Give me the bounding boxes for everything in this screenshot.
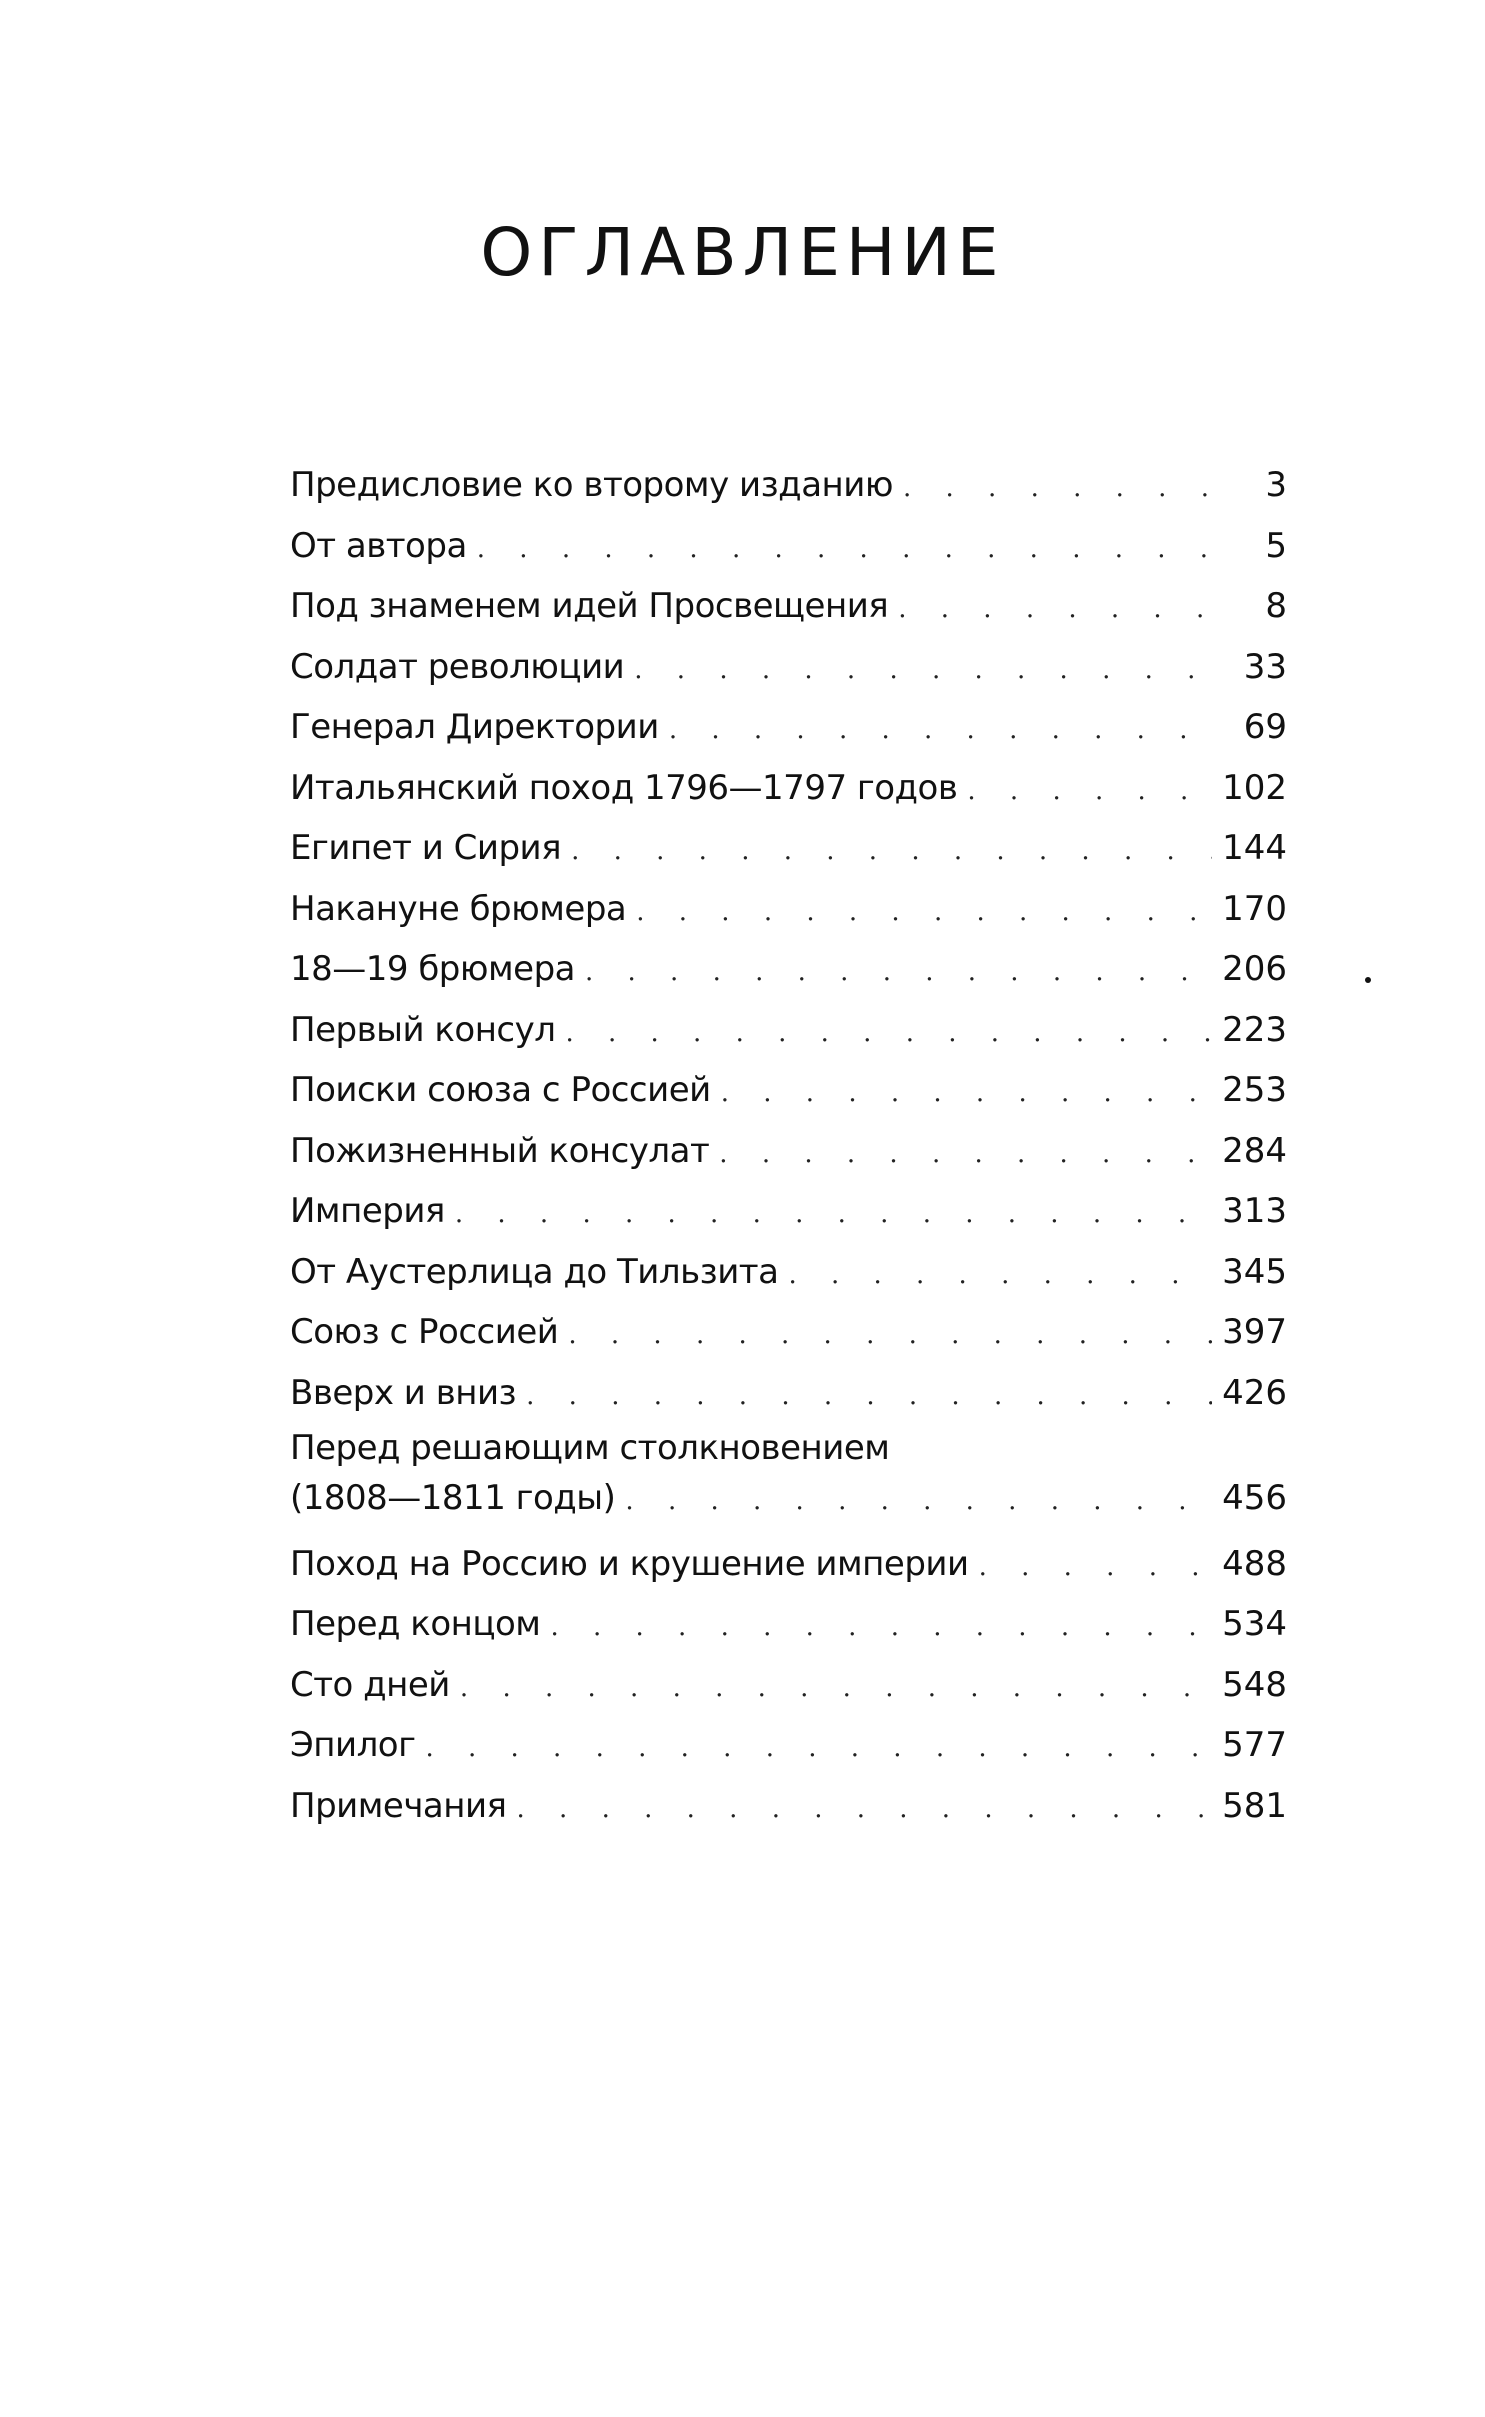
dot-leader <box>625 1476 1212 1526</box>
toc-entry-page: 253 <box>1222 1070 1287 1110</box>
dot-leader <box>477 519 1217 580</box>
dot-leader <box>585 942 1212 1003</box>
toc-entry-title: Поиски союза с Россией <box>290 1070 711 1110</box>
toc-entry-title: Поход на Россию и крушение империи <box>290 1543 969 1584</box>
dot-leader <box>903 458 1217 519</box>
table-of-contents <box>290 455 1287 1836</box>
dot-leader <box>636 882 1212 943</box>
toc-entry-page: 577 <box>1222 1725 1287 1765</box>
dot-leader <box>571 821 1212 882</box>
toc-entry-page: 144 <box>1222 828 1287 868</box>
dot-leader <box>460 1658 1212 1719</box>
toc-entry-title: Накануне брюмера <box>290 888 627 929</box>
toc-entry[interactable] <box>290 758 1287 819</box>
toc-entry[interactable] <box>290 1302 1287 1363</box>
toc-entry-title: Солдат революции <box>290 646 625 687</box>
toc-entry-page: 581 <box>1222 1785 1287 1826</box>
toc-entry[interactable] <box>290 455 1287 516</box>
toc-entry-title: От Аустерлица до Тильзита <box>290 1251 779 1292</box>
dot-leader <box>669 700 1217 761</box>
dot-leader <box>898 579 1217 640</box>
toc-entry-title: Союз с Россией <box>290 1312 559 1352</box>
toc-entry[interactable] <box>290 576 1287 637</box>
toc-entry-page: 534 <box>1222 1604 1287 1644</box>
dot-leader <box>517 1779 1213 1840</box>
toc-entry[interactable] <box>290 1121 1287 1182</box>
toc-entry[interactable] <box>290 818 1287 879</box>
dot-leader <box>967 761 1212 822</box>
toc-entry-page: 345 <box>1222 1251 1287 1292</box>
toc-entry-page: 102 <box>1222 767 1287 808</box>
toc-entry-title: Пожизненный консулат <box>290 1130 710 1171</box>
toc-entry-page: 284 <box>1222 1130 1287 1171</box>
toc-entry-title: Итальянский поход 1796—1797 годов <box>290 767 958 808</box>
toc-entry-page: 33 <box>1243 646 1287 687</box>
toc-entry[interactable] <box>290 697 1287 758</box>
toc-entry-page: 223 <box>1222 1009 1287 1050</box>
toc-entry-title: Эпилог <box>290 1725 416 1765</box>
dot-leader <box>526 1366 1212 1427</box>
toc-entry[interactable] <box>290 1534 1287 1595</box>
toc-entry-title: Вверх и вниз <box>290 1372 517 1413</box>
toc-entry-title: От автора <box>290 525 467 566</box>
toc-entry-title: 18—19 брюмера <box>290 949 575 989</box>
toc-entry-title: Генерал Директории <box>290 707 659 747</box>
toc-entry-title: Империя <box>290 1191 445 1231</box>
toc-entry-title: Предисловие ко второму изданию <box>290 465 893 505</box>
toc-entry-title: Египет и Сирия <box>290 828 562 868</box>
dot-leader <box>721 1063 1212 1124</box>
scan-speck <box>1365 977 1371 983</box>
toc-entry-page: 397 <box>1222 1312 1287 1352</box>
toc-entry[interactable] <box>290 1776 1287 1837</box>
dot-leader <box>979 1537 1213 1598</box>
toc-entry-title: Перед концом <box>290 1604 541 1644</box>
page-title: ОГЛАВЛЕНИЕ <box>480 214 1005 292</box>
toc-entry-title: Первый консул <box>290 1009 556 1050</box>
toc-entry-page: 488 <box>1222 1543 1287 1584</box>
toc-entry-title: Перед решающим столкновением <box>290 1428 890 1468</box>
toc-entry-page: 206 <box>1222 949 1287 989</box>
dot-leader <box>425 1718 1212 1779</box>
dot-leader <box>565 1003 1212 1064</box>
dot-leader <box>455 1184 1212 1245</box>
toc-entry[interactable] <box>290 1060 1287 1121</box>
toc-entry[interactable] <box>290 1423 1287 1523</box>
toc-entry-title-continued: (1808—1811 годы) <box>290 1478 616 1518</box>
toc-entry-title: Примечания <box>290 1785 507 1826</box>
toc-entry-page: 548 <box>1222 1664 1287 1705</box>
toc-entry-page: 456 <box>1222 1478 1287 1518</box>
toc-entry-page: 3 <box>1265 465 1287 505</box>
dot-leader <box>634 640 1217 701</box>
toc-entry[interactable] <box>290 1181 1287 1242</box>
toc-entry[interactable] <box>290 1655 1287 1716</box>
toc-entry-page: 5 <box>1265 525 1287 566</box>
toc-entry-title: Сто дней <box>290 1664 450 1705</box>
dot-leader <box>550 1597 1212 1658</box>
toc-entry-page: 8 <box>1265 586 1287 626</box>
toc-entry[interactable] <box>290 879 1287 940</box>
toc-entry-page: 69 <box>1243 707 1287 747</box>
toc-entry[interactable] <box>290 1363 1287 1424</box>
toc-entry[interactable] <box>290 1715 1287 1776</box>
toc-entry[interactable] <box>290 1594 1287 1655</box>
dot-leader <box>788 1245 1212 1306</box>
toc-entry[interactable] <box>290 939 1287 1000</box>
toc-entry[interactable] <box>290 637 1287 698</box>
dot-leader <box>568 1305 1212 1366</box>
toc-entry-page: 313 <box>1222 1191 1287 1231</box>
dot-leader <box>719 1124 1212 1185</box>
toc-entry[interactable] <box>290 1000 1287 1061</box>
toc-entry[interactable] <box>290 516 1287 577</box>
toc-entry-title: Под знаменем идей Просвещения <box>290 586 889 626</box>
toc-entry-page: 426 <box>1222 1372 1287 1413</box>
toc-entry-page: 170 <box>1222 888 1287 929</box>
toc-entry[interactable] <box>290 1242 1287 1303</box>
